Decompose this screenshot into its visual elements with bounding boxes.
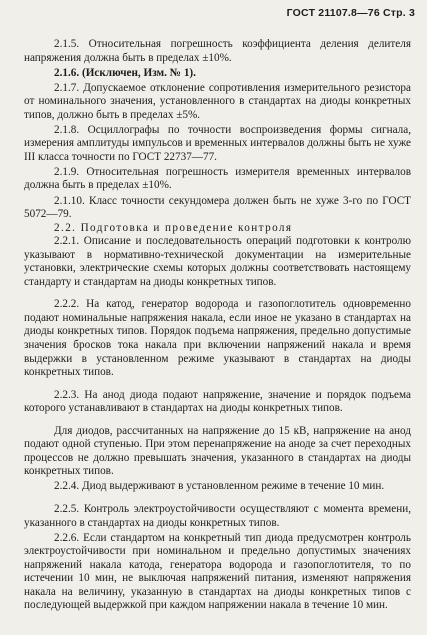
paragraph-2-1-6-text: 2.1.6. (Исключен, Изм. № 1). xyxy=(54,66,196,79)
paragraph-2-2-1: 2.2.1. Описание и последовательность операций подготовки к контролю указывают в нормативно-технической документации на измерительные установки, электрические схемы которых должны соответствовать настоящему стандарту и стандартам на диоды конкретных типов. xyxy=(24,235,411,288)
paragraph-2-2-3-continued: Для диодов, рассчитанных на напряжение до 15 кВ, напряжение на анод подают одной ступенью. При этом перенапряжение на аноде за счет переходных процессов не должно превышать значения, указанного в стандартах на диоды конкретных типов. xyxy=(24,424,411,478)
document-body xyxy=(24,38,411,613)
section-title-2-2: 2.2. Подготовка и проведение контроля xyxy=(54,221,293,234)
paragraph-2-1-9: 2.1.9. Относительная погрешность измерителя временных интервалов должна быть в пределах ±10%. xyxy=(24,165,411,192)
paragraph-2-1-7: 2.1.7. Допускаемое отклонение сопротивления измерительного резистора от номинального значения, установленного в стандартах на диоды конкретных типов, должно быть в пределах ±5%. xyxy=(24,81,411,121)
paragraph-2-1-6 xyxy=(24,67,411,81)
paragraph-2-2-3: 2.2.3. На анод диода подают напряжение, значение и порядок подъема которого устанавливают в стандартах на диоды конкретных типов. xyxy=(24,388,411,415)
paragraph-2-2-4: 2.2.4. Диод выдерживают в установленном режиме в течение 10 мин. xyxy=(54,480,385,493)
paragraph-2-1-10: 2.1.10. Класс точности секундомера должен быть не хуже 3-го по ГОСТ 5072—79. xyxy=(24,194,411,221)
page-header: ГОСТ 21107.8—76 Стр. 3 xyxy=(286,7,415,19)
paragraph-2-1-8: 2.1.8. Осциллографы по точности воспроизведения формы сигнала, измерения амплитуды импульсов и временных интервалов должны быть не хуже III класса точности по ГОСТ 22737—77. xyxy=(24,123,411,163)
paragraph-2-2-6: 2.2.6. Если стандартом на конкретный тип диода предусмотрен контроль электроустойчивости при номинальном и предельно допустимых значениях напряжений накала катода, генератора водорода и газопоглотителя, то по истечении 10 мин, не выключая напряжений питания, изменяют напряжения накала на величину, указанную в стандартах на диоды конкретных типов с последующей выдержкой при каждом напряжении накала в течение 10 мин. xyxy=(24,531,411,612)
paragraph-2-1-5: 2.1.5. Относительная погрешность коэффициента деления делителя напряжения должна быть в пределах ±10%. xyxy=(24,38,411,64)
paragraph-2-2-5: 2.2.5. Контроль электроустойчивости осуществляют с момента времени, указанного в стандартах на диоды конкретных типов. xyxy=(24,502,411,529)
paragraph-2-2-2: 2.2.2. На катод, генератор водорода и газопоглотитель одновременно подают номинальные напряжения накала, если иное не указано в стандартах на диоды конкретных типов. Порядок подъема напряжения, предельно допустимые значения бросков тока накала при включении напряжений накала и время выдержки в установленном режиме указывают в стандартах на диоды конкретных типов. xyxy=(24,298,411,379)
